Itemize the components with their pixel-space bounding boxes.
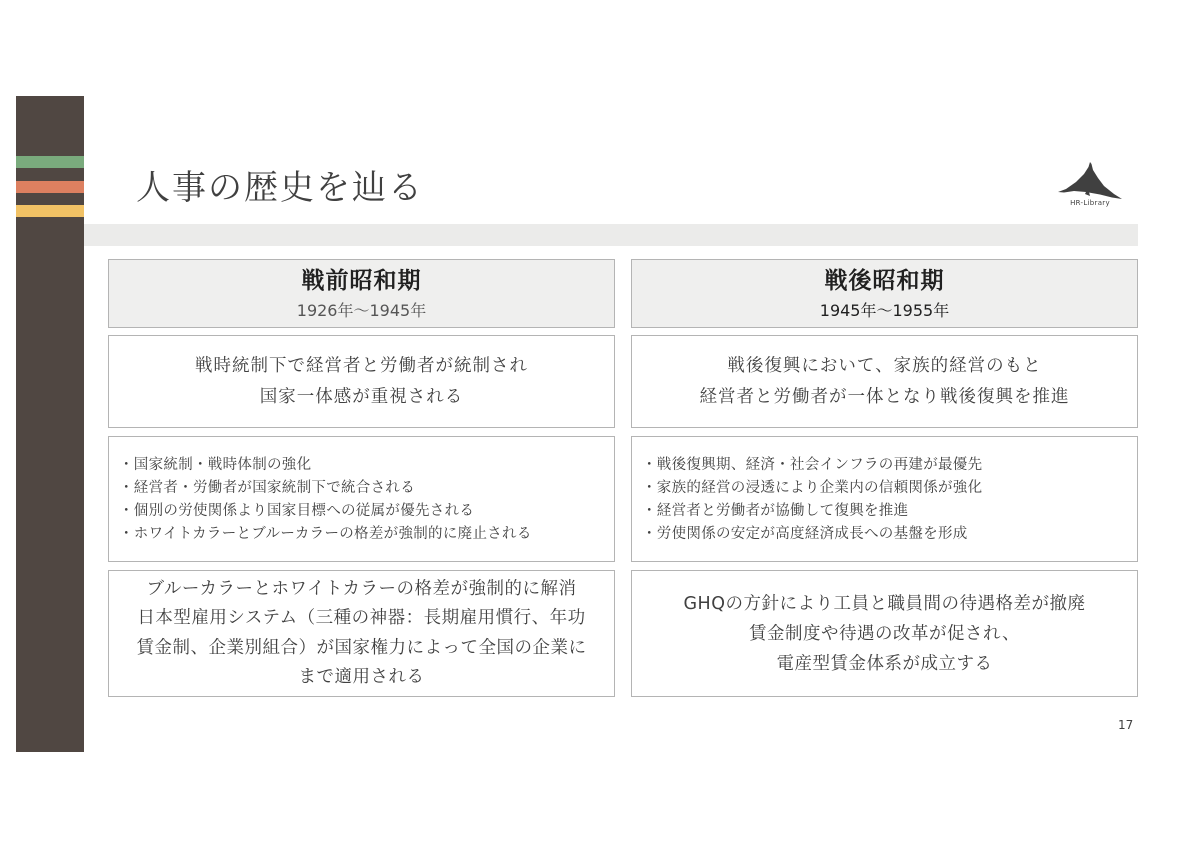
postwar-detail-line: 電産型賃金体系が成立する — [776, 653, 993, 674]
prewar-detail-line: 賃金制、企業別組合）が国家権力によって全国の企業に — [136, 637, 587, 658]
postwar-summary — [631, 335, 1138, 428]
green-stripe — [16, 156, 84, 168]
list-item: ・家族的経営の浸透により企業内の信頼関係が強化 — [642, 480, 983, 496]
prewar-bullet-list — [108, 436, 615, 562]
roof-icon — [1054, 158, 1126, 200]
page-number: 17 — [1118, 718, 1134, 732]
logo-text: HR-Library — [1070, 199, 1110, 207]
postwar-detail — [631, 570, 1138, 697]
prewar-summary — [108, 335, 615, 428]
orange-stripe — [16, 181, 84, 193]
prewar-years: 1926年～1945年 — [296, 300, 427, 320]
list-item: ・ホワイトカラーとブルーカラーの格差が強制的に廃止される — [119, 526, 532, 542]
postwar-bullet-list — [631, 436, 1138, 562]
prewar-detail — [108, 570, 615, 697]
postwar-detail-line: GHQの方針により工員と職員間の待遇格差が撤廃 — [683, 593, 1086, 614]
list-item: ・国家統制・戦時体制の強化 — [119, 457, 312, 473]
prewar-period-title: 戦前昭和期 — [301, 267, 422, 294]
title-band — [84, 224, 1138, 246]
prewar-detail-line: 日本型雇用システム（三種の神器：長期雇用慣行、年功 — [137, 608, 586, 628]
prewar-summary-line: 戦時統制下で経営者と労働者が統制され — [195, 355, 528, 376]
prewar-header — [108, 259, 615, 328]
list-item: ・経営者と労働者が協働して復興を推進 — [642, 503, 909, 519]
postwar-period-title: 戦後昭和期 — [824, 267, 945, 294]
postwar-years: 1945年～1955年 — [819, 300, 950, 320]
postwar-detail-line: 賃金制度や待遇の改革が促され、 — [748, 623, 1021, 644]
yellow-stripe — [16, 205, 84, 217]
hr-library-logo — [1054, 158, 1126, 210]
list-item: ・経営者・労働者が国家統制下で統合される — [119, 480, 415, 496]
postwar-header — [631, 259, 1138, 328]
postwar-summary-line: 戦後復興において、家族的経営のもと — [727, 355, 1042, 376]
side-decoration-bar — [16, 96, 84, 752]
slide-title: 人事の歴史を辿る — [136, 168, 424, 208]
list-item: ・労使関係の安定が高度経済成長への基盤を形成 — [642, 526, 968, 542]
prewar-detail-line: ブルーカラーとホワイトカラーの格差が強制的に解消 — [146, 578, 577, 599]
prewar-detail-line: まで適用される — [298, 667, 425, 687]
list-item: ・個別の労使関係より国家目標への従属が優先される — [119, 503, 475, 519]
prewar-summary-line: 国家一体感が重視される — [259, 386, 464, 407]
postwar-summary-line: 経営者と労働者が一体となり戦後復興を推進 — [699, 386, 1070, 407]
list-item: ・戦後復興期、経済・社会インフラの再建が最優先 — [642, 457, 983, 473]
